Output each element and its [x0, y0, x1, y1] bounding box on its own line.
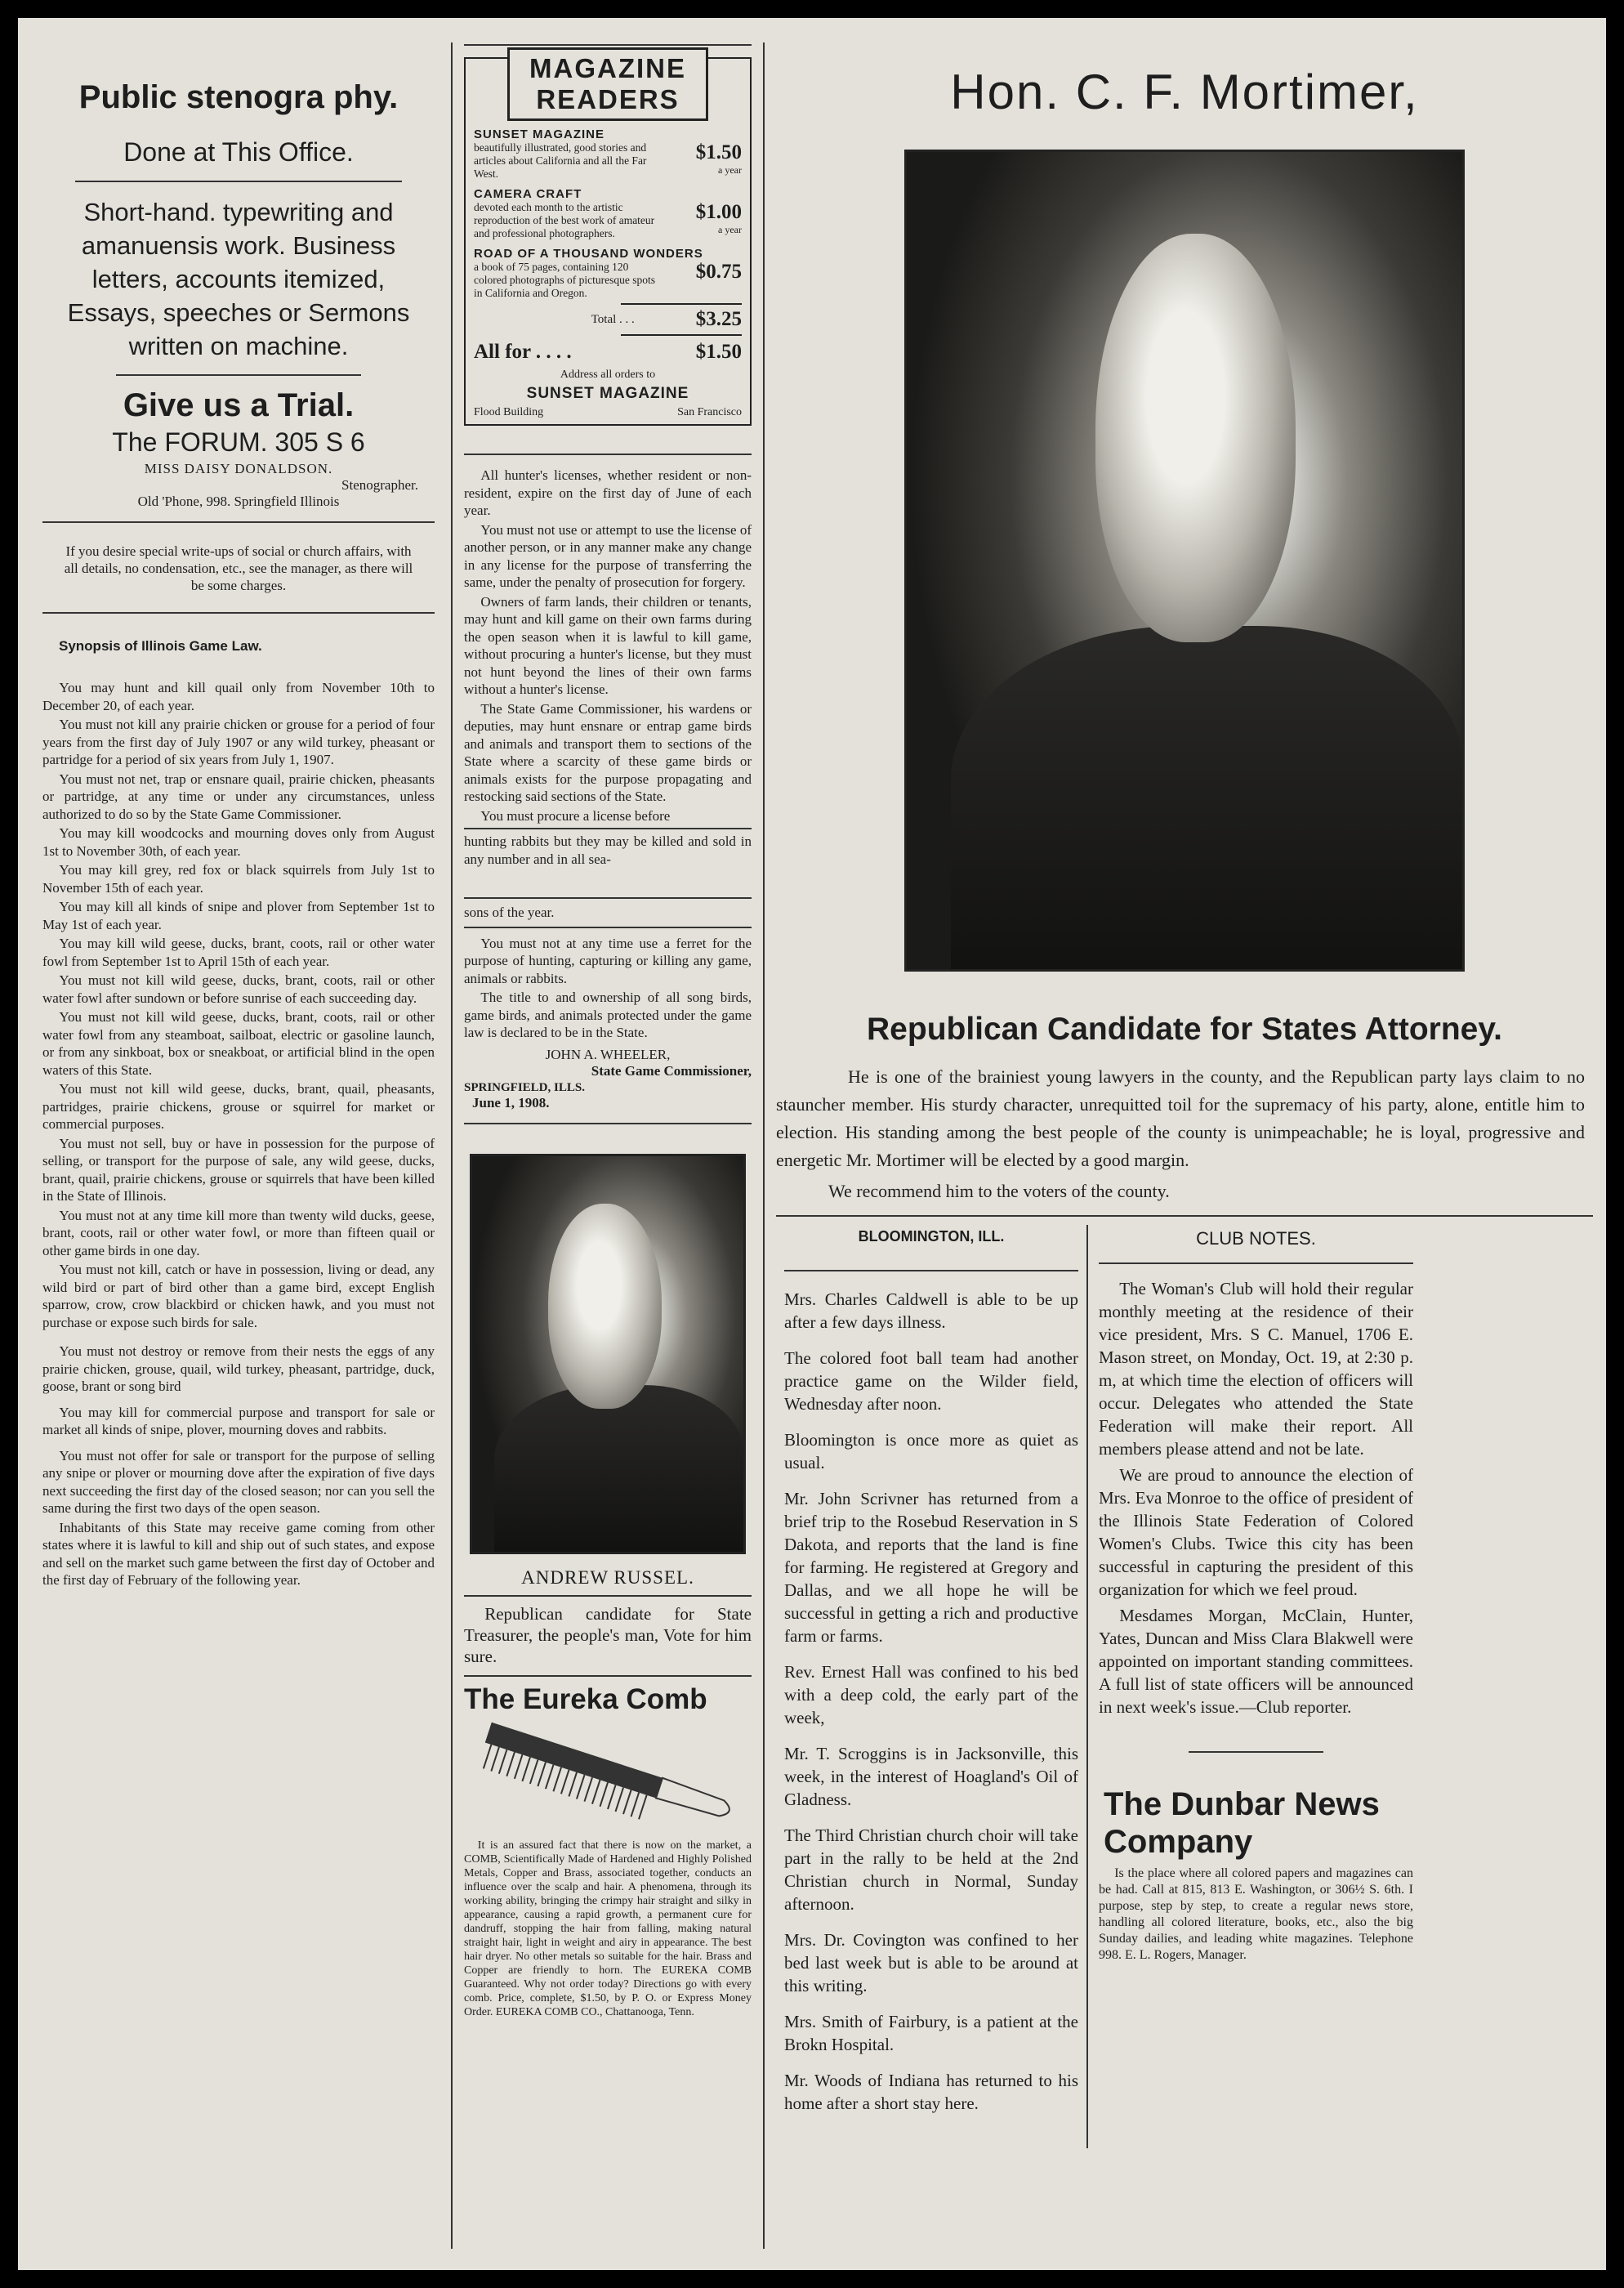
bloomington-list [784, 1288, 1078, 2115]
offer-name: SUNSET MAGAZINE [474, 127, 605, 141]
stenography-subtitle: Done at This Office. [123, 137, 354, 167]
offer-desc: devoted each month to the artistic reproduction of the best work of amateur and professional photographers. [474, 201, 655, 239]
club-title: CLUB NOTES. [1196, 1228, 1316, 1249]
total-price: $3.25 [695, 308, 742, 330]
offer-name: CAMERA CRAFT [474, 187, 582, 201]
game-law-item: You may kill woodcocks and mourning doves only from August 1st to November 30th, of each year. [42, 825, 435, 859]
news-item: Mr. Woods of Indiana has returned to his home after a short stay here. [784, 2071, 1078, 2113]
newspaper-page [18, 18, 1606, 2270]
game-law-item: You must not kill wild geese, ducks, brant, coots, rail or other water fowl after sundown or before sunrise of each succeeding day. [42, 972, 435, 1006]
forum-line: The FORUM. 305 S 6 [112, 427, 365, 457]
news-item: Mr. John Scrivner has returned from a brief trip to the Rosebud Reservation in S Dakota, and reports that the land is fine for farming. He registered at Gregory and Dallas, and we all hope he will be successful in getting a rich and productive farm or farms. [784, 1489, 1078, 1646]
offer-desc: a book of 75 pages, containing 120 colored photographs of picturesque spots in California and Oregon. [474, 261, 655, 299]
offer-desc: beautifully illustrated, good stories and articles about California and all the Far West. [474, 141, 647, 180]
club-item: We are proud to announce the election of Mrs. Eva Monroe to the office of president of the Illinois State Federation of Colored Women's Clubs. Twice this city has been successful in capturing the president of this organization for which we feel proud. [1099, 1465, 1413, 1599]
news-item: Mrs. Smith of Fairbury, is a patient at the Brokn Hospital. [784, 2012, 1078, 2054]
license-item: The title to and ownership of all song birds, game birds, and animals protected under the game law is declared to be in the State. [464, 990, 752, 1040]
game-law-item: You must not destroy or remove from their nests the eggs of any prairie chicken, grouse, quail, wild turkey, pheasant, partridge, duck, goose, brant or song bird [42, 1343, 435, 1394]
news-item: Rev. Ernest Hall was confined to his bed with a deep cold, the early part of the week, [784, 1662, 1078, 1727]
russel-text: Republican candidate for State Treasurer, the people's man, Vote for him sure. [464, 1603, 752, 1666]
game-law-item: Inhabitants of this State may receive game coming from other states where it is lawful to kill and ship out of such states, and expose and sell on the market such game between the first day of October and the first day of February of the following year. [42, 1519, 435, 1588]
license-item: Owners of farm lands, their children or tenants, may hunt and kill game on their own farms during the open season when it is lawful to kill game, without procuring a hunter's license, but they must not hunt beyond the lines of their own farms without a hunter's license. [464, 593, 752, 697]
column-middle [464, 18, 752, 2019]
dunbar-text: Is the place where all colored papers and magazines can be had. Call at 815, 813 E. Washington, or 306½ S. 6th. I purpose, step by step, to create a regular news store, handling all colored literature, books, etc., also the big Sunday dailies, and leading white magazines. Telephone 998. E. L. Rogers, Manager. [1099, 1866, 1413, 1962]
give-trial: Give us a Trial. [123, 387, 355, 423]
license-text-more [464, 935, 752, 1042]
game-law-item: You may kill all kinds of snipe and plover from September 1st to May 1st of each year. [42, 899, 435, 932]
license-item: You must procure a license before [480, 807, 671, 824]
license-item: You must not use or attempt to use the license of another person, or in any manner make any change in any license for the purpose of transferring the same, under the penalty of prosecution for forgery. [464, 521, 752, 590]
news-item: Mrs. Charles Caldwell is able to be up after a few days illness. [784, 1289, 1078, 1332]
column-left [42, 18, 435, 1591]
license-continued: hunting rabbits but they may be killed and sold in any number and in all sea- [464, 833, 752, 867]
mortimer-portrait [904, 150, 1465, 972]
game-law-item: You may kill for commercial purpose and transport for sale or market all kinds of snipe, plover, mourning doves and rabbits. [42, 1404, 435, 1437]
mortimer-headline: Hon. C. F. Mortimer, [950, 65, 1419, 119]
game-law-item: You may kill wild geese, ducks, brant, coots, rail or other water fowl from September 1st to April 15th of each year. [42, 936, 435, 969]
offer-price: $1.50 a year [695, 141, 742, 176]
news-item: The colored foot ball team had another practice game on the Wilder field, Wednesday after noon. [784, 1348, 1078, 1414]
offer-name: ROAD OF A THOUSAND WONDERS [474, 247, 703, 261]
magazine-name: SUNSET MAGAZINE [526, 385, 689, 402]
game-law-item: You must not kill, catch or have in possession, living or dead, any wild bird or part of bird other than a game bird, except English sparrow, crow, crow blackbird or chicken hawk, and you must not purchase or expose such birds for sale. [42, 1262, 435, 1330]
game-law-item: You may kill grey, red fox or black squirrels from July 1st to November 15th of each year. [42, 862, 435, 896]
game-law-item: You must not net, trap or ensnare quail, prairie chicken, pheasants or partridge, at any time or under any circumstances, unless authorized to do so by the State Game Commissioner. [42, 771, 435, 822]
license-item: The State Game Commissioner, his wardens or deputies, may hunt ensnare or entrap game birds and animals and transport them to sections of the State where a scarcity of these game birds or animals exists for the purpose propagating and restocking said sections of the State. [464, 700, 752, 804]
game-law-item: You must not offer for sale or transport for the purpose of selling any snipe or plover or mourning dove after the expiration of five days next succeeding the first day of the closed season; nor can you sell the same during the first two days of the open season. [42, 1447, 435, 1516]
license-continued-2: sons of the year. [464, 905, 555, 920]
allfor-label: All for . . . . [474, 341, 572, 363]
bloomington-title: BLOOMINGTON, ILL. [858, 1228, 1005, 1245]
game-law-item: You must not kill wild geese, ducks, brant, coots, rail or other water fowl from any steamboat, sailboat, electric or gasoline launch, or from any sinkboat, box or sneakboat, or artificial blind in the open waters of this State. [42, 1009, 435, 1078]
address-line: Address all orders to [560, 369, 656, 381]
news-item: Mr. T. Scroggins is in Jacksonville, this week, in the interest of Hoagland's Oil of Gladness. [784, 1744, 1078, 1809]
magazine-title-box [507, 47, 708, 121]
game-law-item: You must not kill wild geese, ducks, brant, quail, pheasants, partridges, prairie chickens, grouse or squirrel for market or commercial purposes. [42, 1081, 435, 1132]
club-column [1099, 1217, 1413, 1964]
russel-name: ANDREW RUSSEL. [521, 1566, 694, 1588]
game-law-item: You must not sell, buy or have in possession for the purpose of selling, or transport for the purpose of sale, any wild geese, ducks, brant, quail, prairie chickens, grouse or squirrels that have been killed in the State of Illinois. [42, 1135, 435, 1204]
club-list [1099, 1277, 1413, 1718]
news-item: Bloomington is once more as quiet as usual. [784, 1430, 1078, 1472]
news-item: The Third Christian church choir will take part in the rally to be held at the 2nd Christian church in Normal, Sunday afternoon. [784, 1825, 1078, 1914]
magazine-offer [474, 187, 742, 240]
game-law-item: You must not at any time kill more than twenty wild ducks, geese, brant, coots, rail or other water fowl, or more than fifteen quail or other game birds in one day. [42, 1207, 435, 1258]
game-law-list [42, 679, 435, 1589]
russel-portrait [470, 1154, 746, 1554]
springfield-line: SPRINGFIELD, ILLS. [464, 1080, 585, 1094]
news-item: Mrs. Dr. Covington was confined to her bed last week but is able to be around at this writing. [784, 1930, 1078, 1995]
write-ups-note: If you desire special write-ups of social or church affairs, with all details, no condensation, etc., see the manager, as there will be some charges. [64, 543, 413, 593]
column-rule-2 [763, 42, 765, 2249]
eureka-title: The Eureka Comb [464, 1682, 707, 1715]
eureka-text: It is an assured fact that there is now on the market, a COMB, Scientifically Made of Hardened and Highly Polished Metals, Copper and Brass, associated together, conducts an influence over the scalp and hair. A phenomena, through its working ability, bringing the crimpy hair straight and silky in appearance, causing a rapid growth, a permanent cure for dandruff, stopping the hair from falling, making natural straight hair, light in weight and airy in appearance. The best hair dryer. No other metals so suitable for the hair. Brass and Copper are friendly to horn. The EUREKA COMB Guaranteed. Why not order today? Directions go with every comb. Price, complete, $1.50, by P. O. or Express Money Order. EUREKA COMB CO., Chattanooga, Tenn. [464, 1839, 752, 2018]
game-law-item: You may hunt and kill quail only from November 10th to December 20, of each year. [42, 680, 435, 713]
candidate-text: He is one of the brainiest young lawyers in the county, and the Republican party lays claim to no stauncher member. His sturdy character, unrequitted toil for the supremacy of his party, alone, entitle him to election. His standing among the best people of the county is unimpeachable; he is loyal, progressive and energetic Mr. Mortimer will be elected by a good margin. [776, 1066, 1585, 1170]
offer-price: $0.75 [695, 261, 742, 283]
magazine-offer [474, 247, 742, 300]
license-text [464, 467, 752, 824]
club-item: Mesdames Morgan, McClain, Hunter, Yates, Duncan and Miss Clara Blakwell were appointed on important standing committees. A full list of state officers will be announced in next week's issue.—Club reporter. [1099, 1606, 1413, 1717]
commissioner-title: State Game Commissioner, [591, 1062, 752, 1079]
stenographer-label: Stenographer. [341, 477, 418, 493]
club-item: The Woman's Club will hold their regular monthly meeting at the residence of their vice president, Mrs. S C. Manuel, 1706 E. Mason street, on Monday, Oct. 19, at 2:30 p. m, at which time the election of officers will occur. Delegates who attended the State Federation will make their report. All members please attend and not be late. [1099, 1279, 1413, 1459]
recommend-line: We recommend him to the voters of the county. [828, 1181, 1170, 1201]
wheeler-name: JOHN A. WHEELER, [545, 1046, 671, 1062]
san-francisco: San Francisco [677, 406, 742, 418]
candidate-title: Republican Candidate for States Attorney. [867, 1012, 1502, 1047]
stenography-body: Short-hand. typewriting and amanuensis work. Business letters, accounts itemized, Essays, speeches or Sermons written on machine. [67, 198, 410, 360]
game-law-item: You must not kill any prairie chicken or grouse for a period of four years from the first day of July 1907 or any wild turkey, pheasant or partridge for a period of six years from July 1, 1907. [42, 717, 435, 767]
column-right [776, 18, 1593, 2113]
date-line: June 1, 1908. [472, 1094, 550, 1110]
daisy-donaldson: MISS DAISY DONALDSON. [144, 461, 333, 476]
magazine-offer [474, 127, 742, 181]
comb-icon [464, 1716, 752, 1839]
news-column-rule [1086, 1225, 1088, 2148]
column-rule-1 [451, 42, 453, 2249]
allfor-price: $1.50 [695, 341, 742, 363]
dunbar-title: The Dunbar News Company [1104, 1786, 1380, 1860]
stenography-title: Public stenogra phy. [78, 79, 399, 115]
total-label: Total . . . [591, 313, 635, 326]
comb-illustration [464, 1716, 752, 1839]
flood-building: Flood Building [474, 406, 544, 418]
bloomington-column [784, 1217, 1078, 2128]
offer-price: $1.00 a year [695, 201, 742, 235]
license-item: All hunter's licenses, whether resident or non-resident, expire on the first day of June of each year. [464, 467, 752, 518]
phone-line: Old 'Phone, 998. Springfield Illinois [137, 494, 340, 509]
game-law-title: Synopsis of Illinois Game Law. [59, 638, 262, 654]
license-item: You must not at any time use a ferret for the purpose of hunting, capturing or killing any game, animals or rabbits. [464, 935, 752, 986]
magazine-ad [464, 53, 752, 426]
magazine-title: MAGAZINE READERS [529, 53, 686, 114]
